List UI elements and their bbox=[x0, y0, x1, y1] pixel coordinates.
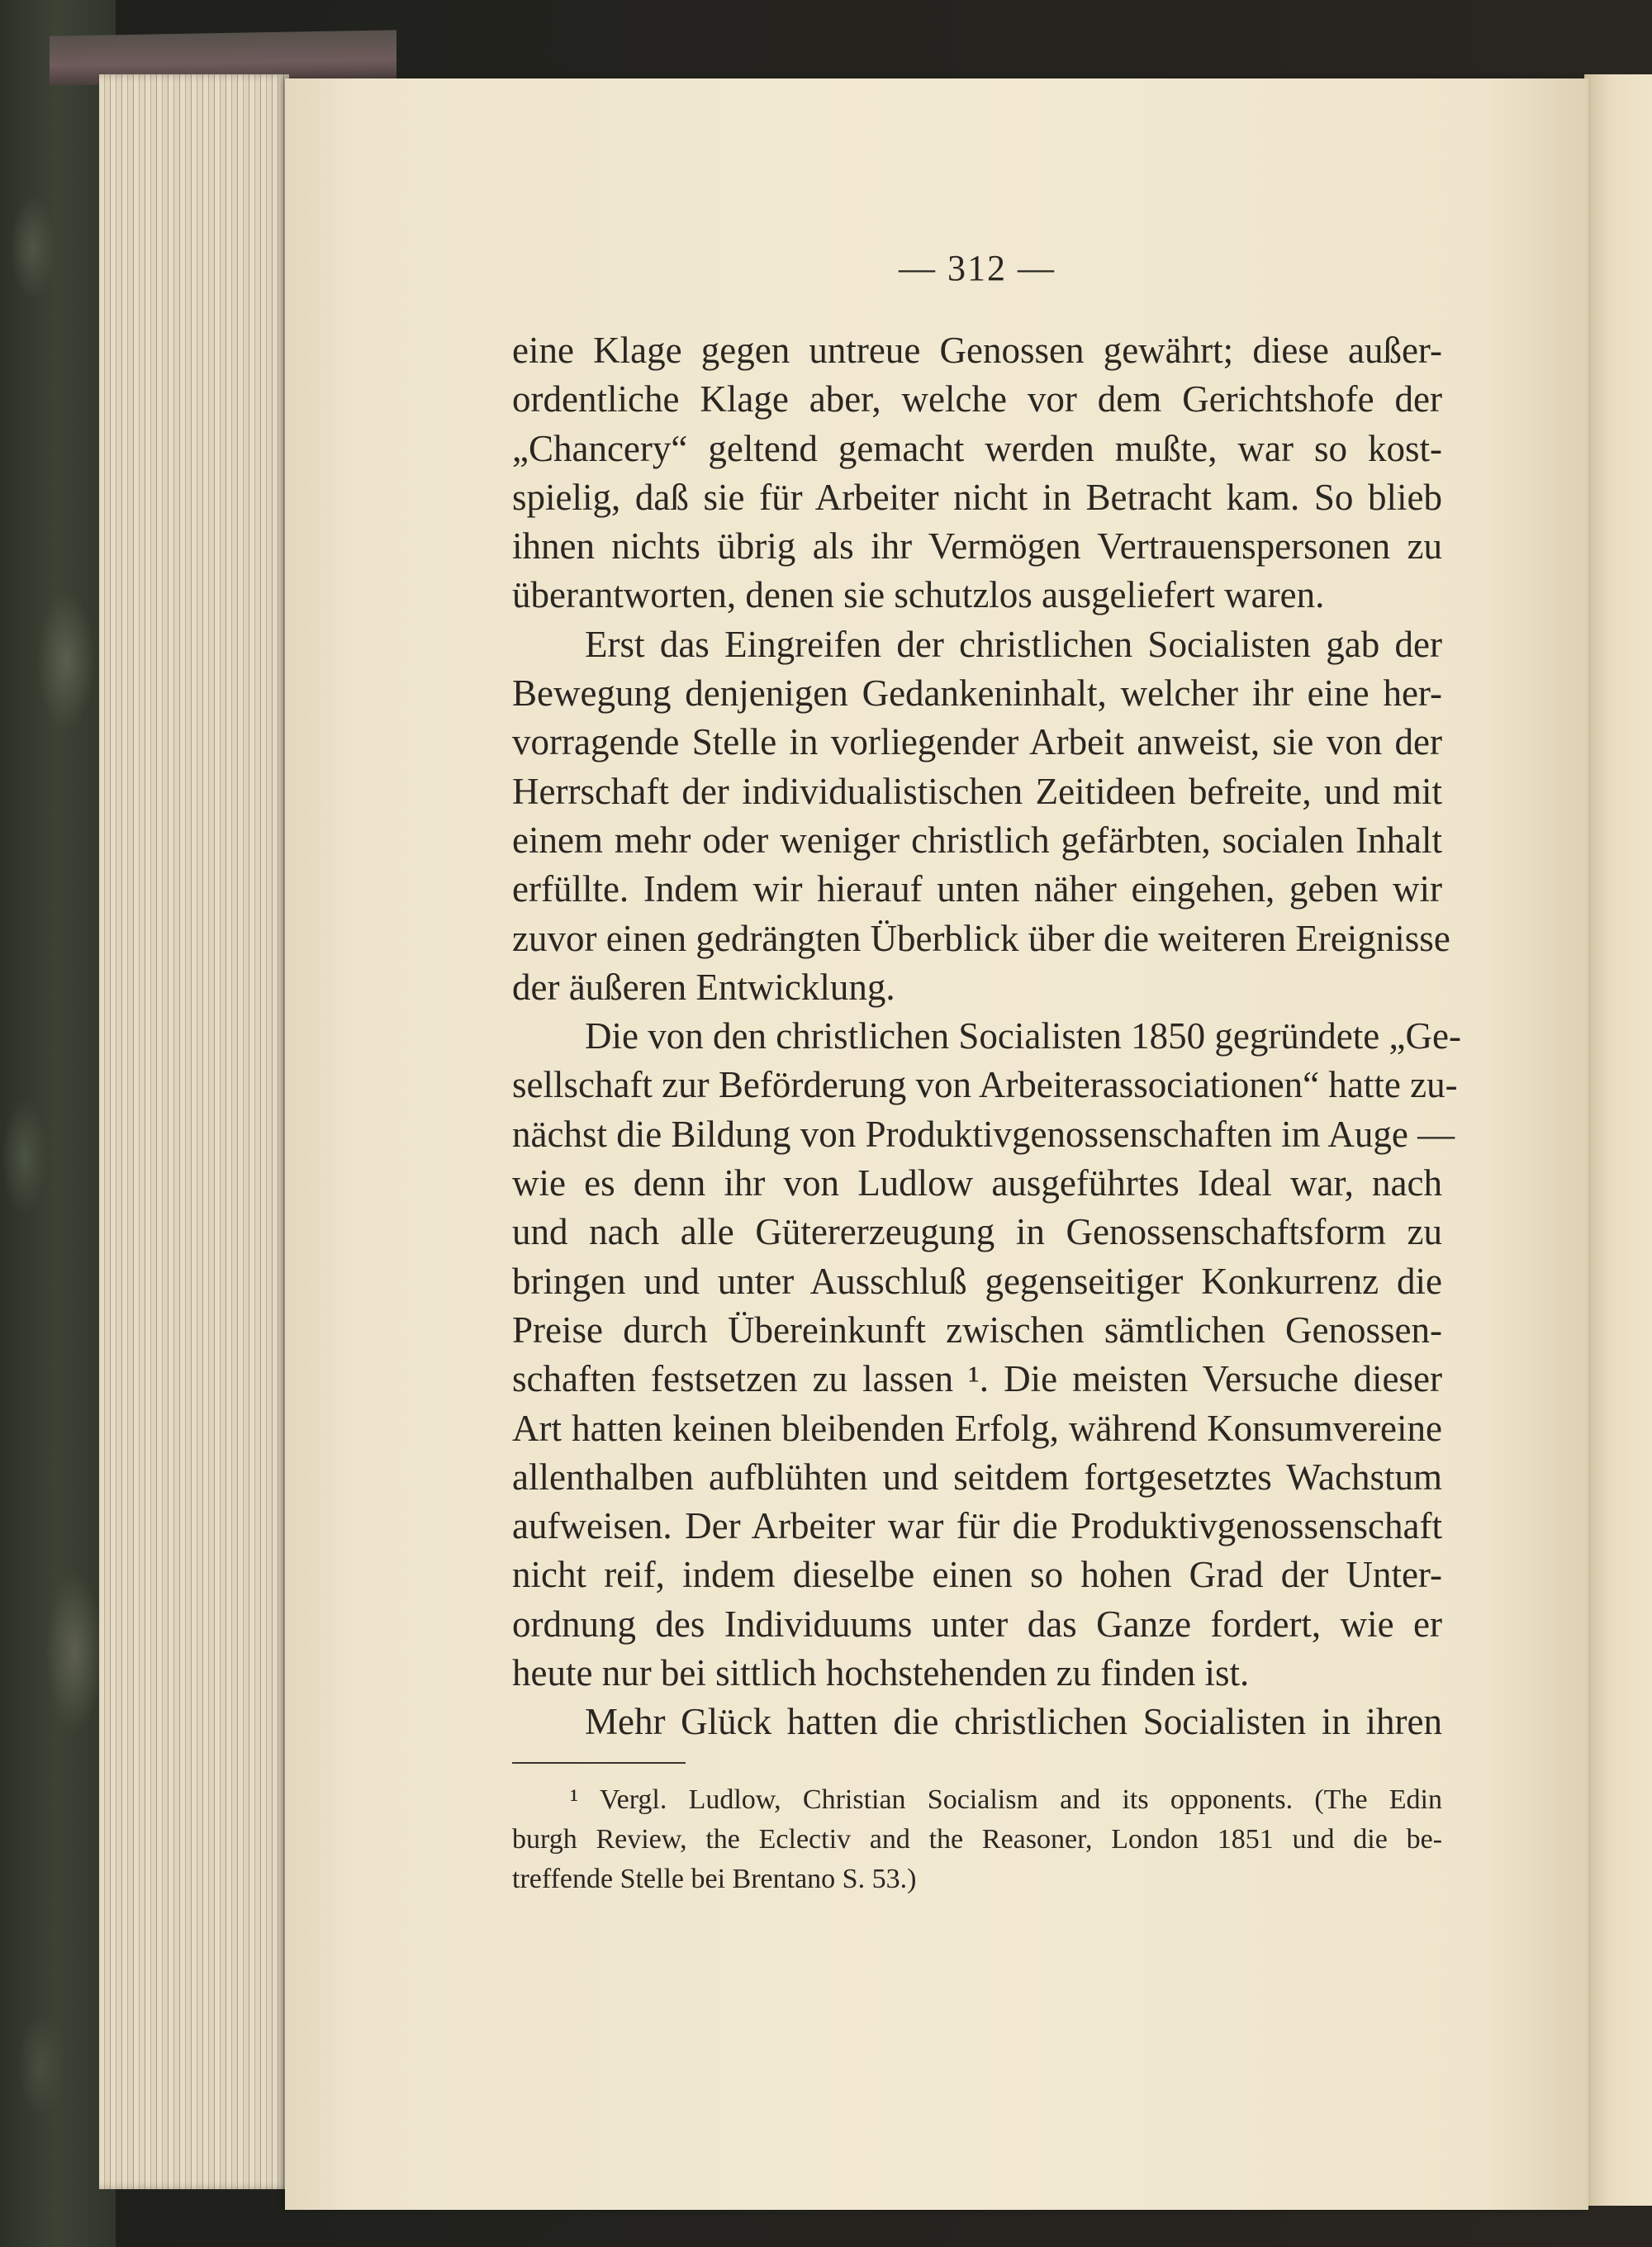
text-line: überantworten, denen sie schutzlos ausgeliefert waren. bbox=[512, 574, 1325, 616]
adjacent-page-edge bbox=[1584, 74, 1652, 2206]
page-edges-stack bbox=[99, 74, 289, 2189]
page-text-block bbox=[512, 245, 1461, 1899]
text-line: vorragende Stelle in vorliegender Arbeit anweist, sie von der bbox=[512, 721, 1442, 763]
text-line: Mehr Glück hatten die christlichen Socialisten in ihren bbox=[585, 1701, 1442, 1743]
text-line: erfüllte. Indem wir hierauf unten näher eingehen, geben wir bbox=[512, 868, 1442, 910]
footnote-divider bbox=[512, 1762, 686, 1764]
text-line: „Chancery“ geltend gemacht werden mußte, war so kost- bbox=[512, 427, 1442, 469]
text-line: eine Klage gegen untreue Genossen gewährt; diese außer- bbox=[512, 330, 1442, 371]
text-line: allenthalben aufblühten und seitdem fortgesetztes Wachstum bbox=[512, 1456, 1442, 1498]
text-line: einem mehr oder weniger christlich gefärbten, socialen Inhalt bbox=[512, 819, 1442, 861]
body-text bbox=[512, 326, 1461, 1747]
text-line: ordnung des Individuums unter das Ganze fordert, wie er bbox=[512, 1603, 1442, 1645]
marbled-cover-board bbox=[0, 0, 116, 2247]
text-line: sellschaft zur Beförderung von Arbeiterassociationen“ hatte zu- bbox=[512, 1064, 1458, 1106]
text-line: der äußeren Entwicklung. bbox=[512, 966, 895, 1008]
footnote-line: burgh Review, the Eclectiv and the Reasoner, London 1851 und die be- bbox=[512, 1823, 1442, 1855]
text-line: nicht reif, indem dieselbe einen so hohen Grad der Unter- bbox=[512, 1554, 1442, 1596]
text-line: ihnen nichts übrig als ihr Vermögen Vertrauenspersonen zu bbox=[512, 525, 1442, 568]
page-number: — 312 — bbox=[899, 248, 1056, 288]
text-line: nächst die Bildung von Produktivgenossenschaften im Auge — bbox=[512, 1113, 1455, 1155]
text-line: Die von den christlichen Socialisten 1850 gegründete „Ge- bbox=[585, 1015, 1461, 1057]
text-line: zuvor einen gedrängten Überblick über die weiteren Ereignisse bbox=[512, 917, 1450, 959]
text-line: schaften festsetzen zu lassen ¹. Die meisten Versuche dieser bbox=[512, 1358, 1442, 1400]
footnote-line: ¹ Vergl. Ludlow, Christian Socialism and its opponents. (The Edin bbox=[570, 1784, 1442, 1815]
text-line: Herrschaft der individualistischen Zeitideen befreite, und mit bbox=[512, 770, 1442, 812]
text-line: ordentliche Klage aber, welche vor dem Gerichtshofe der bbox=[512, 378, 1442, 420]
text-line: Art hatten keinen bleibenden Erfolg, während Konsumvereine bbox=[512, 1407, 1442, 1449]
book-page bbox=[285, 78, 1588, 2210]
text-line: Erst das Eingreifen der christlichen Socialisten gab der bbox=[585, 623, 1442, 665]
footnotes bbox=[512, 1780, 1442, 1899]
text-line: aufweisen. Der Arbeiter war für die Produktivgenossenschaft bbox=[512, 1505, 1442, 1547]
text-line: Preise durch Übereinkunft zwischen sämtlichen Genossen- bbox=[512, 1309, 1442, 1351]
text-line: spielig, daß sie für Arbeiter nicht in Betracht kam. So blieb bbox=[512, 476, 1442, 518]
text-line: wie es denn ihr von Ludlow ausgeführtes Ideal war, nach bbox=[512, 1162, 1442, 1204]
footnote-line: treffende Stelle bei Brentano S. 53.) bbox=[512, 1863, 917, 1894]
text-line: Bewegung denjenigen Gedankeninhalt, welcher ihr eine her- bbox=[512, 672, 1442, 715]
text-line: und nach alle Gütererzeugung in Genossenschaftsform zu bbox=[512, 1211, 1442, 1253]
text-line: bringen und unter Ausschluß gegenseitiger Konkurrenz die bbox=[512, 1260, 1442, 1302]
text-line: heute nur bei sittlich hochstehenden zu finden ist. bbox=[512, 1652, 1250, 1694]
